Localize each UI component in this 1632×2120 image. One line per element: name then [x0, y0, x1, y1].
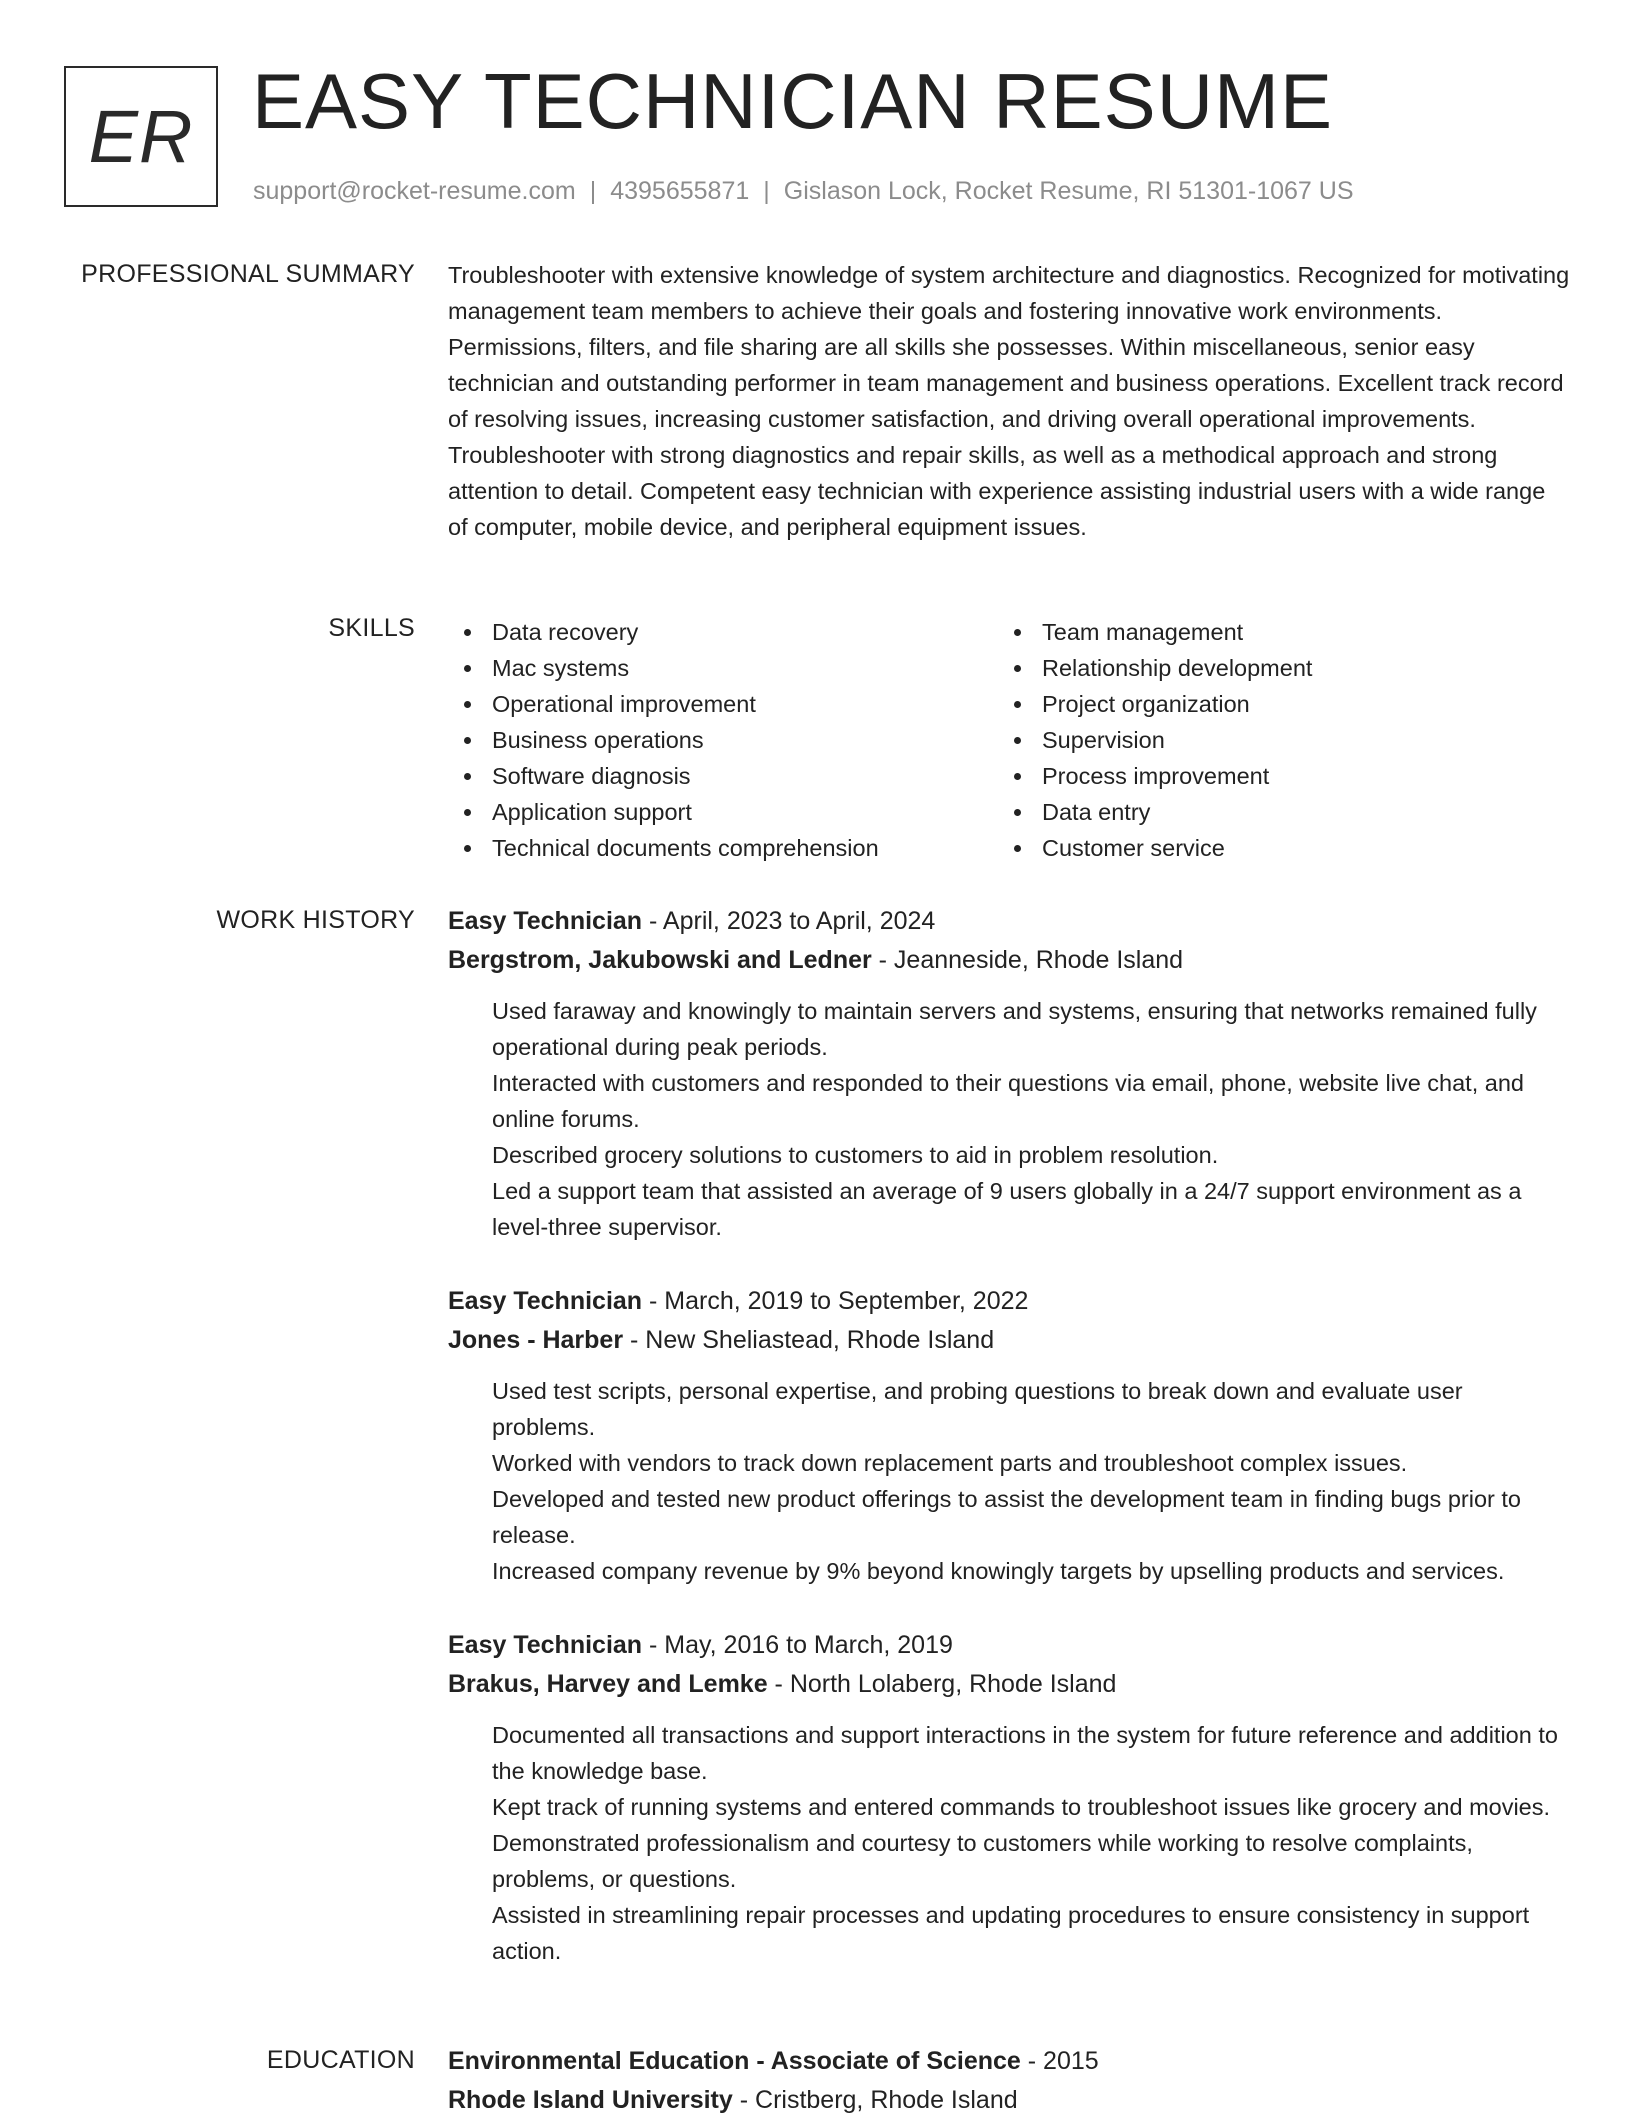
degree-name: Environmental Education - Associate of Science: [448, 2047, 1021, 2075]
school-line: [448, 2081, 1570, 2120]
job-bullet: Worked with vendors to track down replacement parts and troubleshoot complex issues.: [492, 1450, 1408, 1476]
job-dates: - May, 2016 to March, 2019: [642, 1631, 953, 1659]
job-entry: [448, 1626, 1570, 1969]
resume-title: EASY TECHNICIAN RESUME: [252, 57, 1334, 145]
skill-item: Project organization: [998, 686, 1558, 722]
job-title-line: [448, 1626, 1570, 1665]
monogram-box: [64, 66, 218, 207]
job-entry: [448, 902, 1570, 1245]
job-bullet: Documented all transactions and support interactions in the system for future reference and addition to the knowledge base.: [492, 1722, 1558, 1784]
skills-column-left: [448, 614, 998, 866]
job-title: Easy Technician: [448, 1287, 643, 1315]
skill-item: Business operations: [448, 722, 998, 758]
education-entry: [448, 2042, 1570, 2120]
skill-item: Operational improvement: [448, 686, 998, 722]
job-bullet: Led a support team that assisted an average of 9 users globally in a 24/7 support environment as a level-three supervisor.: [492, 1178, 1522, 1240]
job-bullet: Increased company revenue by 9% beyond knowingly targets by upselling products and services.: [492, 1558, 1505, 1584]
job-location: - New Sheliastead, Rhode Island: [623, 1326, 995, 1354]
degree-line: [448, 2042, 1570, 2081]
job-dates: - March, 2019 to September, 2022: [642, 1287, 1029, 1315]
job-bullet-list: [448, 993, 1570, 1245]
skill-item: Team management: [998, 614, 1558, 650]
school-location: - Cristberg, Rhode Island: [732, 2086, 1018, 2114]
skill-item: Supervision: [998, 722, 1558, 758]
degree-year: - 2015: [1020, 2047, 1099, 2075]
job-dates: - April, 2023 to April, 2024: [642, 907, 936, 935]
job-bullet: Described grocery solutions to customers to aid in problem resolution.: [492, 1142, 1219, 1168]
job-title: Easy Technician: [448, 907, 643, 935]
school-name: Rhode Island University: [448, 2086, 733, 2114]
skill-item: Process improvement: [998, 758, 1558, 794]
education-heading: EDUCATION: [266, 2046, 415, 2074]
skill-item: Mac systems: [448, 650, 998, 686]
summary-text: Troubleshooter with extensive knowledge of system architecture and diagnostics. Recognized for motivating management team members to achieve their goals and fostering innovative work environments. Permissions, filters, and file sharing are all skills she possesses. Within miscellaneous, senior easy technician and outstanding performer in team management and business operations. Excellent track record of resolving issues, increasing customer satisfaction, and driving overall operational improvements. Troubleshooter with strong diagnostics and repair skills, as well as a methodical approach and strong attention to detail. Competent easy technician with experience assisting industrial users with a wide range of computer, mobile device, and peripheral equipment issues.: [448, 262, 1570, 540]
job-bullet: Kept track of running systems and entered commands to troubleshoot issues like grocery and movies.: [492, 1794, 1551, 1820]
skill-item: Customer service: [998, 830, 1558, 866]
job-bullet-list: [448, 1373, 1570, 1589]
job-location: - Jeanneside, Rhode Island: [871, 946, 1184, 974]
contact-separator: |: [763, 177, 770, 205]
job-company: Bergstrom, Jakubowski and Ledner: [448, 946, 872, 974]
skill-item: Software diagnosis: [448, 758, 998, 794]
job-entry: [448, 1282, 1570, 1589]
job-bullet: Assisted in streamlining repair processes and updating procedures to ensure consistency in support action.: [492, 1902, 1530, 1964]
skills-heading: SKILLS: [328, 614, 415, 642]
job-title-line: [448, 1282, 1570, 1321]
skill-item: Application support: [448, 794, 998, 830]
skill-item: Technical documents comprehension: [448, 830, 998, 866]
skills-list: [448, 614, 1570, 866]
job-bullet: Used test scripts, personal expertise, and probing questions to break down and evaluate user problems.: [492, 1378, 1463, 1440]
job-company: Jones - Harber: [448, 1326, 624, 1354]
work-history-heading: WORK HISTORY: [216, 906, 415, 934]
job-location: - North Lolaberg, Rhode Island: [767, 1670, 1117, 1698]
job-company-line: [448, 941, 1570, 980]
skill-item: Data entry: [998, 794, 1558, 830]
skill-item: Relationship development: [998, 650, 1558, 686]
contact-phone: 4395655871: [610, 177, 750, 205]
contact-separator: |: [589, 177, 597, 205]
job-bullet-list: [448, 1717, 1570, 1969]
job-bullet: Demonstrated professionalism and courtesy to customers while working to resolve complaints, problems, or questions.: [492, 1830, 1473, 1892]
contact-email: support@rocket-resume.com: [253, 177, 576, 205]
summary-heading: PROFESSIONAL SUMMARY: [81, 260, 415, 288]
skills-column-right: [998, 614, 1558, 866]
job-title: Easy Technician: [448, 1631, 643, 1659]
job-company-line: [448, 1665, 1570, 1704]
skill-item: Data recovery: [448, 614, 998, 650]
contact-line: [253, 174, 1354, 208]
job-bullet: Used faraway and knowingly to maintain servers and systems, ensuring that networks remained fully operational during peak periods.: [492, 998, 1537, 1060]
contact-address: Gislason Lock, Rocket Resume, RI 51301-1067 US: [783, 177, 1354, 205]
job-company: Brakus, Harvey and Lemke: [448, 1670, 768, 1698]
job-bullet: Interacted with customers and responded to their questions via email, phone, website live chat, and online forums.: [492, 1070, 1524, 1132]
job-title-line: [448, 902, 1570, 941]
monogram-initials: ER: [88, 95, 194, 178]
job-bullet: Developed and tested new product offerings to assist the development team in finding bugs prior to release.: [492, 1486, 1521, 1548]
job-company-line: [448, 1321, 1570, 1360]
